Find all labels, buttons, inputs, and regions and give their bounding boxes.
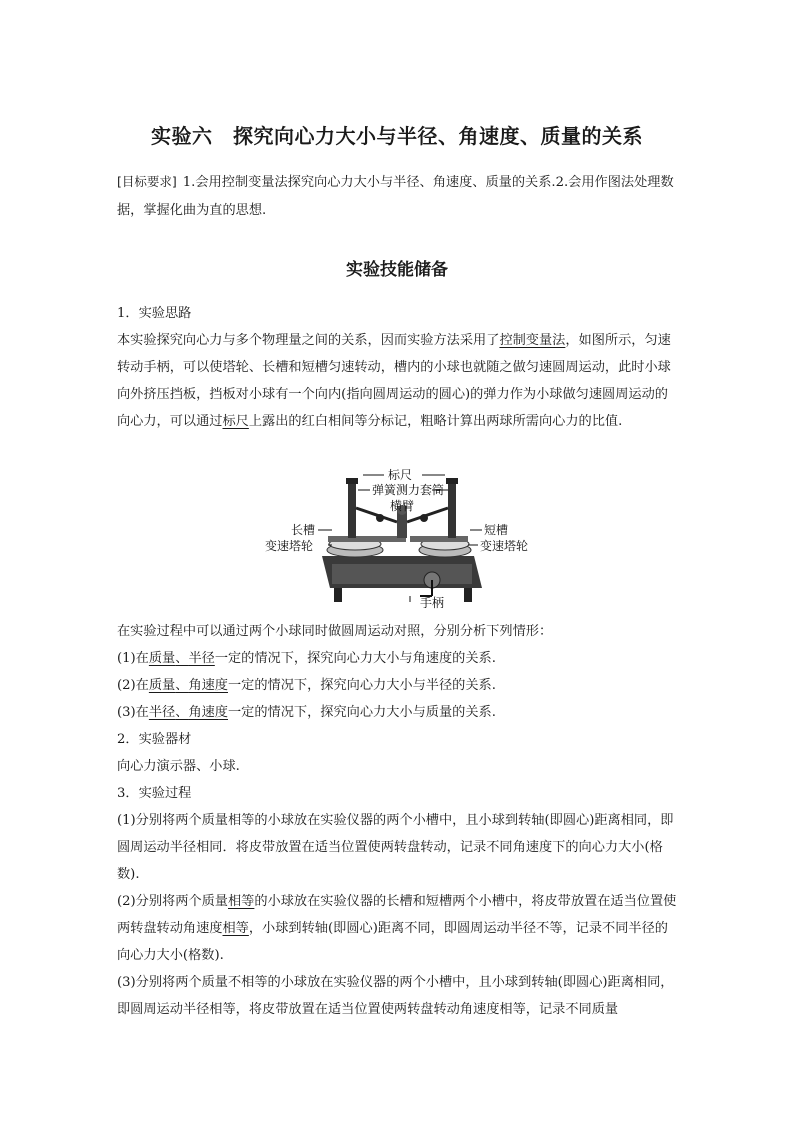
goal-requirements xyxy=(117,168,677,225)
figure-label: 手柄 xyxy=(420,596,445,610)
section-2-text: 向心力演示器、小球. xyxy=(117,759,240,774)
section-1 xyxy=(117,300,679,435)
case-1: (1)在质量、半径一定的情况下，探究向心力大小与角速度的关系. xyxy=(117,651,496,666)
procedure-step-2: (2)分别将两个质量相等的小球放在实验仪器的长槽和短槽两个小槽中，将皮带放置在适当位置使两转盘转动角速度相等，小球到转轴(即圆心)距离不同，即圆周运动半径不等，记录不同半径的向心力大小(格数). xyxy=(117,894,677,963)
page-title: 实验六 探究向心力大小与半径、角速度、质量的关系 xyxy=(151,124,643,148)
section-1-heading: 1．实验思路 xyxy=(117,306,192,321)
goal-tag: [目标要求] xyxy=(117,174,177,189)
section-1-paragraph: 本实验探究向心力与多个物理量之间的关系，因而实验方法采用了控制变量法，如图所示，匀速转动手柄，可以使塔轮、长槽和短槽匀速转动，槽内的小球也就随之做匀速圆周运动，此时小球向外挤压挡板，挡板对小球有一个向内(指向圆周运动的圆心)的弹力作为小球做匀速圆周运动的向心力，可以通过标尺上露出的红白相间等分标记，粗略计算出两球所需向心力的比值. xyxy=(117,333,671,429)
case-2: (2)在质量、角速度一定的情况下，探究向心力大小与半径的关系. xyxy=(117,678,496,693)
figure-label: 短槽 xyxy=(484,523,509,537)
figure-label: 长槽 xyxy=(291,523,316,537)
figure-label: 标尺 xyxy=(388,468,413,482)
section-2-heading: 2．实验器材 xyxy=(117,732,192,747)
procedure-step-1: (1)分别将两个质量相等的小球放在实验仪器的两个小槽中，且小球到转轴(即圆心)距离相同，即圆周运动半径相同．将皮带放置在适当位置使两转盘转动，记录不同角速度下的向心力大小(格数). xyxy=(117,813,674,882)
cases-intro: 在实验过程中可以通过两个小球同时做圆周运动对照，分别分析下列情形： xyxy=(117,624,553,639)
figure-label: 横臂 xyxy=(390,499,415,513)
figure-label: 弹簧测力套筒 xyxy=(372,483,445,497)
case-3: (3)在半径、角速度一定的情况下，探究向心力大小与质量的关系. xyxy=(117,705,496,720)
underlined-term: 标尺 xyxy=(222,414,249,429)
procedure-step-3: (3)分别将两个质量不相等的小球放在实验仪器的两个小槽中，且小球到转轴(即圆心)距离相同，即圆周运动半径相等，将皮带放置在适当位置使两转盘转动角速度相等，记录不同质量 xyxy=(117,975,674,1017)
apparatus-figure xyxy=(260,468,540,610)
figure-label: 变速塔轮 xyxy=(480,539,529,553)
figure-label: 变速塔轮 xyxy=(265,539,314,553)
underlined-term: 控制变量法 xyxy=(499,333,566,348)
section-title: 实验技能储备 xyxy=(346,260,448,280)
section-3-heading: 3．实验过程 xyxy=(117,786,192,801)
apparatus-illustration xyxy=(260,468,540,610)
section-1-cases xyxy=(117,618,679,1023)
goal-text: 1.会用控制变量法探究向心力大小与半径、角速度、质量的关系.2.会用作图法处理数据，掌握化曲为直的思想. xyxy=(117,175,674,218)
